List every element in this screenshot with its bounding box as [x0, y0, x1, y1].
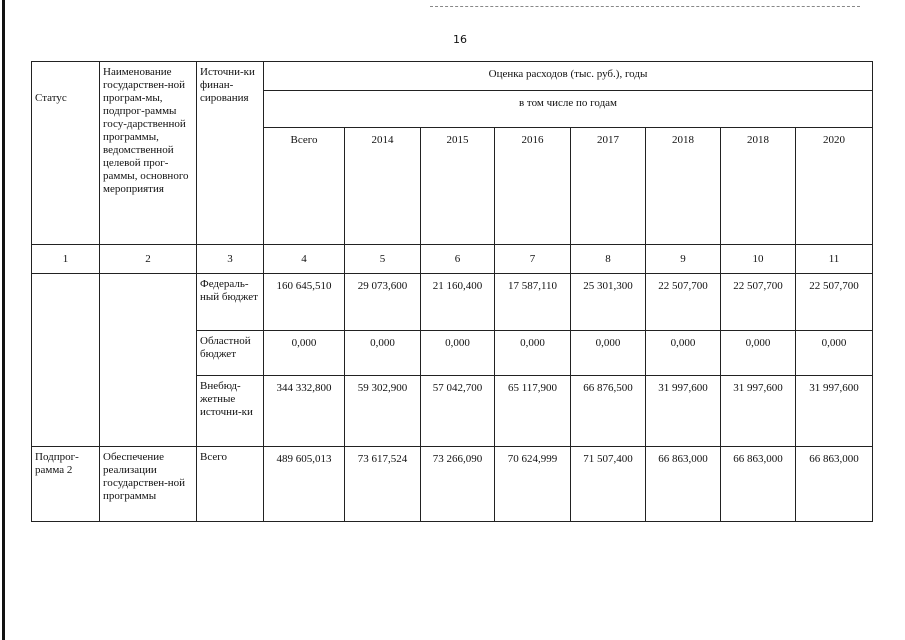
value-cell: 29 073,600 — [345, 274, 421, 331]
header-row-1 — [32, 62, 873, 91]
table-row — [32, 447, 873, 522]
column-number: 8 — [571, 245, 646, 274]
name-cell: Обеспечение реализации государствен-ной программы — [100, 447, 197, 522]
value-cell: 31 997,600 — [646, 376, 721, 447]
scan-edge-bar — [2, 0, 5, 640]
column-number: 3 — [197, 245, 264, 274]
value-cell: 489 605,013 — [264, 447, 345, 522]
value-cell: 66 863,000 — [646, 447, 721, 522]
header-col-year: 2016 — [495, 128, 571, 245]
column-number: 1 — [32, 245, 100, 274]
value-cell: 71 507,400 — [571, 447, 646, 522]
header-col-year: 2017 — [571, 128, 646, 245]
column-number: 11 — [796, 245, 873, 274]
source-cell: Областной бюджет — [197, 331, 264, 376]
source-cell: Федераль-ный бюджет — [197, 274, 264, 331]
value-cell: 66 863,000 — [721, 447, 796, 522]
value-cell: 73 266,090 — [421, 447, 495, 522]
budget-table — [31, 61, 873, 522]
value-cell: 31 997,600 — [796, 376, 873, 447]
value-cell: 22 507,700 — [796, 274, 873, 331]
header-col-year: 2015 — [421, 128, 495, 245]
value-cell: 65 117,900 — [495, 376, 571, 447]
column-number: 6 — [421, 245, 495, 274]
status-cell — [32, 274, 100, 447]
header-col-year: 2018 — [721, 128, 796, 245]
name-cell — [100, 274, 197, 447]
value-cell: 31 997,600 — [721, 376, 796, 447]
value-cell: 17 587,110 — [495, 274, 571, 331]
value-cell: 57 042,700 — [421, 376, 495, 447]
table-row — [32, 274, 873, 331]
column-number: 10 — [721, 245, 796, 274]
header-by-year: в том числе по годам — [264, 91, 873, 128]
column-number-row — [32, 245, 873, 274]
value-cell: 344 332,800 — [264, 376, 345, 447]
header-col-year: 2020 — [796, 128, 873, 245]
source-cell: Всего — [197, 447, 264, 522]
header-col-year: 2018 — [646, 128, 721, 245]
value-cell: 0,000 — [571, 331, 646, 376]
header-col-year: 2014 — [345, 128, 421, 245]
header-status: Статус — [32, 62, 100, 245]
status-cell: Подпрог-рамма 2 — [32, 447, 100, 522]
scan-top-line — [430, 6, 860, 7]
header-col-total: Всего — [264, 128, 345, 245]
value-cell: 66 863,000 — [796, 447, 873, 522]
value-cell: 22 507,700 — [721, 274, 796, 331]
header-name: Наименование государствен-ной програм-мы, подпрог-раммы госу-дарственной программы, ведомственной целевой прог-раммы, основного мероприятия — [100, 62, 197, 245]
value-cell: 0,000 — [646, 331, 721, 376]
value-cell: 0,000 — [721, 331, 796, 376]
value-cell: 66 876,500 — [571, 376, 646, 447]
column-number: 2 — [100, 245, 197, 274]
source-cell: Внебюд-жетные источни-ки — [197, 376, 264, 447]
value-cell: 0,000 — [796, 331, 873, 376]
value-cell: 0,000 — [345, 331, 421, 376]
header-source: Источни-ки финан-сирования — [197, 62, 264, 245]
column-number: 9 — [646, 245, 721, 274]
value-cell: 0,000 — [264, 331, 345, 376]
value-cell: 70 624,999 — [495, 447, 571, 522]
column-number: 7 — [495, 245, 571, 274]
value-cell: 0,000 — [421, 331, 495, 376]
value-cell: 73 617,524 — [345, 447, 421, 522]
value-cell: 0,000 — [495, 331, 571, 376]
column-number: 4 — [264, 245, 345, 274]
value-cell: 160 645,510 — [264, 274, 345, 331]
page-number: 16 — [453, 33, 467, 46]
value-cell: 22 507,700 — [646, 274, 721, 331]
header-estimate: Оценка расходов (тыс. руб.), годы — [264, 62, 873, 91]
column-number: 5 — [345, 245, 421, 274]
value-cell: 21 160,400 — [421, 274, 495, 331]
value-cell: 25 301,300 — [571, 274, 646, 331]
value-cell: 59 302,900 — [345, 376, 421, 447]
